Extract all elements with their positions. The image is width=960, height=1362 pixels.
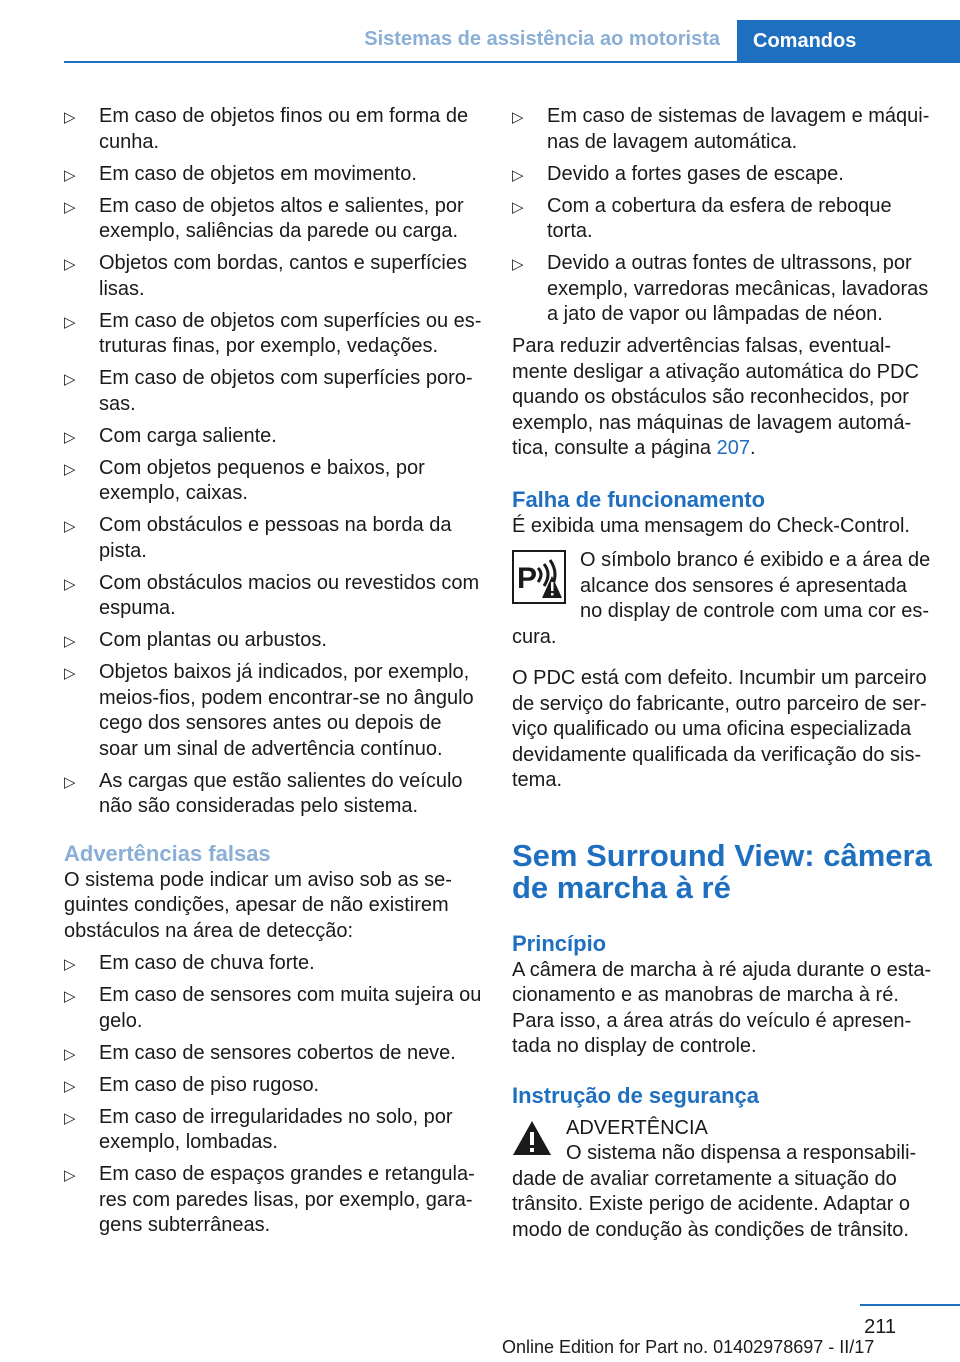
warning-triangle-icon xyxy=(512,1120,552,1156)
false-warnings-intro: O sistema pode indicar um aviso sob as se‐guintes condições, apesar de não existirem obstáculos na área de detecção: xyxy=(64,868,452,942)
list-item xyxy=(64,513,484,564)
bullet-triangle-icon: ▷ xyxy=(64,166,76,184)
reduce-text: Para reduzir advertências falsas, eventual‐mente desligar a ativação automática do PDC quando os obstáculos são reconhecidos, por exemplo, nas máquinas de lavagem automá‐tica, consulte a página xyxy=(512,335,919,459)
list-item-text: Com obstáculos e pessoas na borda da pista. xyxy=(99,514,452,562)
defect-text: O PDC está com defeito. Incumbir um parceiro de serviço do fabricante, outro parceiro de ser‐viço qualificado ou uma oficina especializada devidamente qualificada da verificação do sis‐tema. xyxy=(512,667,927,791)
pdc-fault-symbol-icon xyxy=(512,550,566,604)
bullet-triangle-icon: ▷ xyxy=(64,633,76,650)
principle-text: A câmera de marcha à ré ajuda durante o esta‐cionamento e as manobras de marcha à ré. Para isso, a área atrás do veículo é apresen‐tada no display de controle. xyxy=(512,958,932,1057)
list-item-text: Com plantas ou arbustos. xyxy=(99,629,327,651)
bullet-list xyxy=(64,951,484,1239)
list-item xyxy=(512,194,932,245)
heading-principle: Princípio xyxy=(512,930,607,956)
list-item xyxy=(64,628,484,654)
list-item xyxy=(64,104,484,155)
reduce-false-warnings-text xyxy=(512,334,932,462)
list-item xyxy=(64,194,484,245)
bullet-triangle-icon: ▷ xyxy=(64,109,76,126)
symbol-text: O símbolo branco é exibido e a área de alcance dos sensores é apresentada no display de controle com uma cor es‐cura. xyxy=(512,549,931,648)
bullet-triangle-icon: ▷ xyxy=(64,518,76,535)
list-item xyxy=(64,162,484,188)
list-item-text: Em caso de chuva forte. xyxy=(99,952,315,974)
list-item-text: Objetos com bordas, cantos e superfícies lisas. xyxy=(99,252,467,300)
list-item-text: Em caso de espaços grandes e retangula‐res com paredes lisas, por exemplo, gara‐gens subterrâneas. xyxy=(99,1163,475,1236)
header-section-title: Sistemas de assistência ao motorista xyxy=(364,28,720,50)
bullet-triangle-icon: ▷ xyxy=(512,256,524,273)
check-control-text: É exibida uma mensagem do Check-Control. xyxy=(512,514,910,537)
bullet-triangle-icon: ▷ xyxy=(512,166,524,184)
list-item xyxy=(64,951,484,977)
list-item-text: Em caso de sensores com muita sujeira ou gelo. xyxy=(99,984,482,1032)
list-item-text: Devido a outras fontes de ultrassons, por exemplo, varredoras mecânicas, lavadoras a jato de vapor ou lâmpadas de néon. xyxy=(547,252,929,325)
list-item-text: Em caso de objetos finos ou em forma de cunha. xyxy=(99,105,469,153)
list-item-text: Em caso de irregularidades no solo, por exemplo, lombadas. xyxy=(99,1105,453,1153)
bullet-triangle-icon: ▷ xyxy=(512,198,524,216)
bullet-triangle-icon: ▷ xyxy=(64,1109,76,1127)
bullet-triangle-icon: ▷ xyxy=(64,460,76,478)
list-item-text: As cargas que estão salientes do veículo não são consideradas pelo sistema. xyxy=(99,769,463,817)
reduce-end: . xyxy=(749,437,756,459)
list-item-text: Em caso de objetos em movimento. xyxy=(99,162,417,185)
heading-safety: Instrução de segurança xyxy=(512,1082,759,1108)
warning-label: ADVERTÊNCIA xyxy=(566,1116,708,1139)
bullet-triangle-icon: ▷ xyxy=(64,956,76,973)
list-item-text: Em caso de sistemas de lavagem e máqui‐nas de lavagem automática. xyxy=(547,105,930,153)
list-item xyxy=(64,251,484,302)
list-item xyxy=(64,1105,484,1156)
list-item-text: Objetos baixos já indicados, por exemplo, meios-fios, podem encontrar-se no ângulo cego dos sensores antes ou depois de soar um sinal de advertência contínuo. xyxy=(99,661,474,760)
list-item xyxy=(512,251,932,328)
page-header xyxy=(0,0,960,64)
list-item xyxy=(64,983,484,1034)
bullet-triangle-icon: ▷ xyxy=(64,1077,76,1095)
list-item-text: Em caso de objetos altos e salientes, por exemplo, saliências da parede ou carga. xyxy=(99,194,464,242)
list-item-text: Com obstáculos macios ou revestidos com espuma. xyxy=(99,571,480,619)
bullet-triangle-icon: ▷ xyxy=(64,988,76,1005)
bullet-triangle-icon: ▷ xyxy=(64,371,76,388)
edition-note: Online Edition for Part no. 01402978697 - II/17 xyxy=(502,1337,875,1357)
bullet-triangle-icon: ▷ xyxy=(64,256,76,273)
list-item-text: Com carga saliente. xyxy=(99,424,277,447)
list-item-text: Em caso de objetos com superfícies poro‐sas. xyxy=(99,367,473,415)
list-item xyxy=(64,1162,484,1239)
list-item-text: Com objetos pequenos e baixos, por exemplo, caixas. xyxy=(99,456,425,504)
bullet-triangle-icon: ▷ xyxy=(64,428,76,446)
page-number: 211 xyxy=(864,1316,896,1338)
list-item xyxy=(64,660,484,762)
list-item xyxy=(64,456,484,507)
list-item xyxy=(64,366,484,417)
list-item-text: Em caso de piso rugoso. xyxy=(99,1073,320,1096)
list-item-text: Em caso de sensores cobertos de neve. xyxy=(99,1041,456,1064)
list-item xyxy=(64,309,484,360)
bullet-list xyxy=(512,104,932,328)
header-tab-comandos[interactable]: Comandos xyxy=(737,20,960,62)
list-item xyxy=(64,571,484,622)
list-item xyxy=(64,424,484,450)
svg-text:P: P xyxy=(517,562,538,595)
list-item xyxy=(512,104,932,155)
warning-block xyxy=(512,1116,932,1244)
bullet-triangle-icon: ▷ xyxy=(64,1045,76,1063)
bullet-triangle-icon: ▷ xyxy=(64,1167,76,1184)
list-item xyxy=(64,1041,484,1067)
heading-rear-camera: Sem Surround View: câmera de marcha à ré xyxy=(512,837,932,905)
list-item xyxy=(64,769,484,820)
left-column xyxy=(64,104,484,1245)
list-item-text: Devido a fortes gases de escape. xyxy=(547,162,844,185)
heading-false-warnings: Advertências falsas xyxy=(64,840,271,866)
right-column xyxy=(512,104,932,1243)
bullet-list xyxy=(64,104,484,820)
bullet-triangle-icon: ▷ xyxy=(64,575,76,593)
list-item xyxy=(64,1073,484,1099)
heading-malfunction: Falha de funcionamento xyxy=(512,486,766,512)
bullet-triangle-icon: ▷ xyxy=(64,773,76,791)
bullet-triangle-icon: ▷ xyxy=(64,665,76,682)
warning-text: O sistema não dispensa a responsabili‐dade de avaliar corretamente a situação do trânsito. Existe perigo de acidente. Adaptar o modo de condução às condições de trânsito. xyxy=(512,1142,917,1241)
footer-rule xyxy=(860,1304,960,1306)
bullet-triangle-icon: ▷ xyxy=(512,109,524,126)
bullet-triangle-icon: ▷ xyxy=(64,313,76,331)
symbol-paragraph xyxy=(512,548,932,650)
bullet-triangle-icon: ▷ xyxy=(64,198,76,216)
list-item xyxy=(512,162,932,188)
list-item-text: Em caso de objetos com superfícies ou es‐truturas finas, por exemplo, vedações. xyxy=(99,309,482,357)
list-item-text: Com a cobertura da esfera de reboque torta. xyxy=(547,194,892,242)
page-link-207[interactable]: 207 xyxy=(716,437,750,459)
